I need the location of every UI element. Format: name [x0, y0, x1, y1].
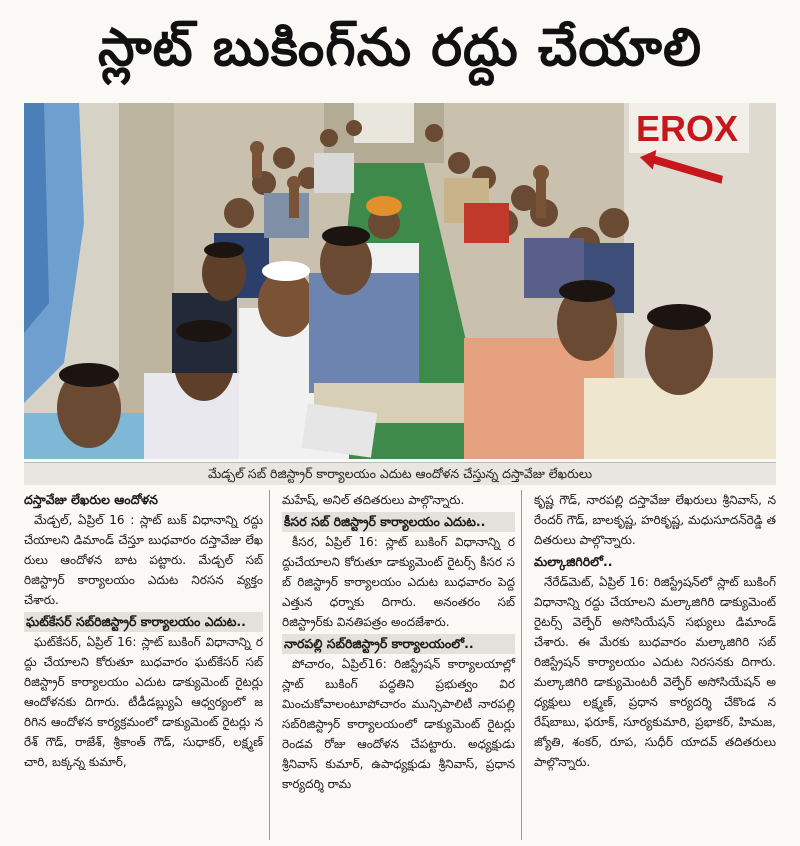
sign-text: EROX	[636, 108, 739, 149]
paragraph: కీసర, ఏప్రిల్ 16: స్లాట్ బుకింగ్ విధానాన్ని రద్దుచేయాలని కోరుతూ డాక్యుమెంట్ రైటర్స్ కీసర సబ్ రిజిస్ట్రార్ కార్యాలయం ఎదుట బుధవారం పెద్ద ఎత్తున ధర్నాకు దిగారు. అనంతరం సబ్ రిజిస్ట్రార్‌కు వినతిపత్రం అందజేశారు.	[282, 535, 515, 629]
article-column-2	[276, 490, 522, 840]
subheading: మల్కాజిగిరిలో..	[534, 554, 613, 569]
headline: స్లాట్ బుకింగ్‌ను రద్దు చేయాలి	[97, 18, 703, 78]
article-column-3	[528, 490, 776, 840]
paragraph: కృష్ణ గౌడ్, నారపల్లి దస్తావేజు లేఖరులు శ్రీనివాస్, నరేందర్ గౌడ్, బాలకృష్ణ, హరికృష్ణ, మధుసూదన్‌రెడ్డి తదితరులు పాల్గొన్నారు.	[534, 493, 776, 547]
paragraph: మహేష్, అనిల్ తదితరులు పాల్గొన్నారు.	[282, 493, 465, 507]
subheading: దస్తావేజు లేఖరుల ఆందోళన	[24, 492, 158, 507]
paragraph: ఘట్‌కేసర్, ఏప్రిల్ 16: స్లాట్ బుకింగ్ విధానాన్ని రద్దు చేయాలని కోరుతూ బుధవారం ఘట్‌కేసర్ సబ్ రిజిస్ట్రార్ కార్యాలయం ఎదుట డాక్యుమెంట్ రైటర్లు ఆందోళనకు దిగారు. టీడీడబ్ల్యుఏ ఆధ్వర్యంలో జరిగిన ఆందోళన కార్యక్రమంలో డాక్యుమెంట్ రైటర్లు నరేశ్ గౌడ్, రాజేశ్, శ్రీకాంత్ గౌడ్, సుధాకర్, లక్ష్మణ్ చారి, బక్కన్న కుమార్,	[24, 635, 263, 769]
protest-photo	[24, 103, 776, 459]
paragraph: నేరేడ్‌మెట్, ఏప్రిల్ 16: రిజిస్ట్రేషన్‌లో స్లాట్ బుకింగ్ విధానాన్ని రద్దు చేయాలని మల్కాజిగిరి డాక్యుమెంట్ రైటర్స్ వెల్ఫేర్ అసోసియేషన్ సభ్యులు డిమాండ్ చేశారు. ఈ మేరకు బుధవారం మల్కాజిగిరి సబ్ రిజిస్ట్రేషన్ కార్యాలయం ఎదుట నిరసనకు దిగారు. మల్కాజిగిరి డాక్యుమెంటరీ వెల్ఫేర్ అసోసియేషన్ అధ్యక్షులు లక్ష్మణ్, ప్రధాన కార్యదర్శి చేకొండ నరేష్‌బాబు, ఫరూక్, సూర్యకుమారి, ప్రభాకర్, హిమజ, జ్యోతి, శంకర్, రూప, సుధీర్ యాదవ్ తదితరులు పాల్గొన్నారు.	[534, 575, 776, 769]
paragraph: మేడ్చల్, ఏప్రిల్ 16 : స్లాట్ బుక్ విధానాన్ని రద్దు చేయాలని డిమాండ్ చేస్తూ బుధవారం దస్తావేజు లేఖరులు ఆందోళన బాట పట్టారు. మేడ్చల్ సబ్ రిజిస్ట్రార్ కార్యాలయం ఎదుట నిరసన వ్యక్తం చేశారు.	[24, 513, 263, 607]
article-column-1	[24, 490, 270, 840]
photo-caption: మేడ్చల్ సబ్ రిజిస్ట్రార్ కార్యాలయం ఎదుట ఆందోళన చేస్తున్న దస్తావేజు లేఖరులు	[24, 462, 776, 485]
subheading: ఘట్‌కేసర్ సబ్‌రిజిస్ట్రార్ కార్యాలయం ఎదుట..	[24, 612, 263, 632]
subheading: నారపల్లి సబ్‌రిజిస్ట్రార్ కార్యాలయంలో..	[282, 634, 515, 654]
paragraph: పోచారం, ఏప్రిల్16: రిజిస్ట్రేషన్ కార్యాలయాల్లో స్లాట్ బుకింగ్ పద్ధతిని ప్రభుత్వం విరమించుకోవాలంటూపోచారం మున్సిపాలిటీ నారపల్లి సబ్‌రిజిస్ట్రార్ కార్యాలయంలో డాక్యుమెంట్ రైటర్లు రెండవ రోజు ఆందోళన చేపట్టారు. అధ్యక్షుడు శ్రీనివాస్ కుమార్, ఉపాధ్యక్షుడు శ్రీనివాస్, ప్రధాన కార్యదర్శి రామ	[282, 657, 515, 791]
subheading: కీసర సబ్ రిజిస్ట్రార్ కార్యాలయం ఎదుట..	[282, 512, 515, 532]
